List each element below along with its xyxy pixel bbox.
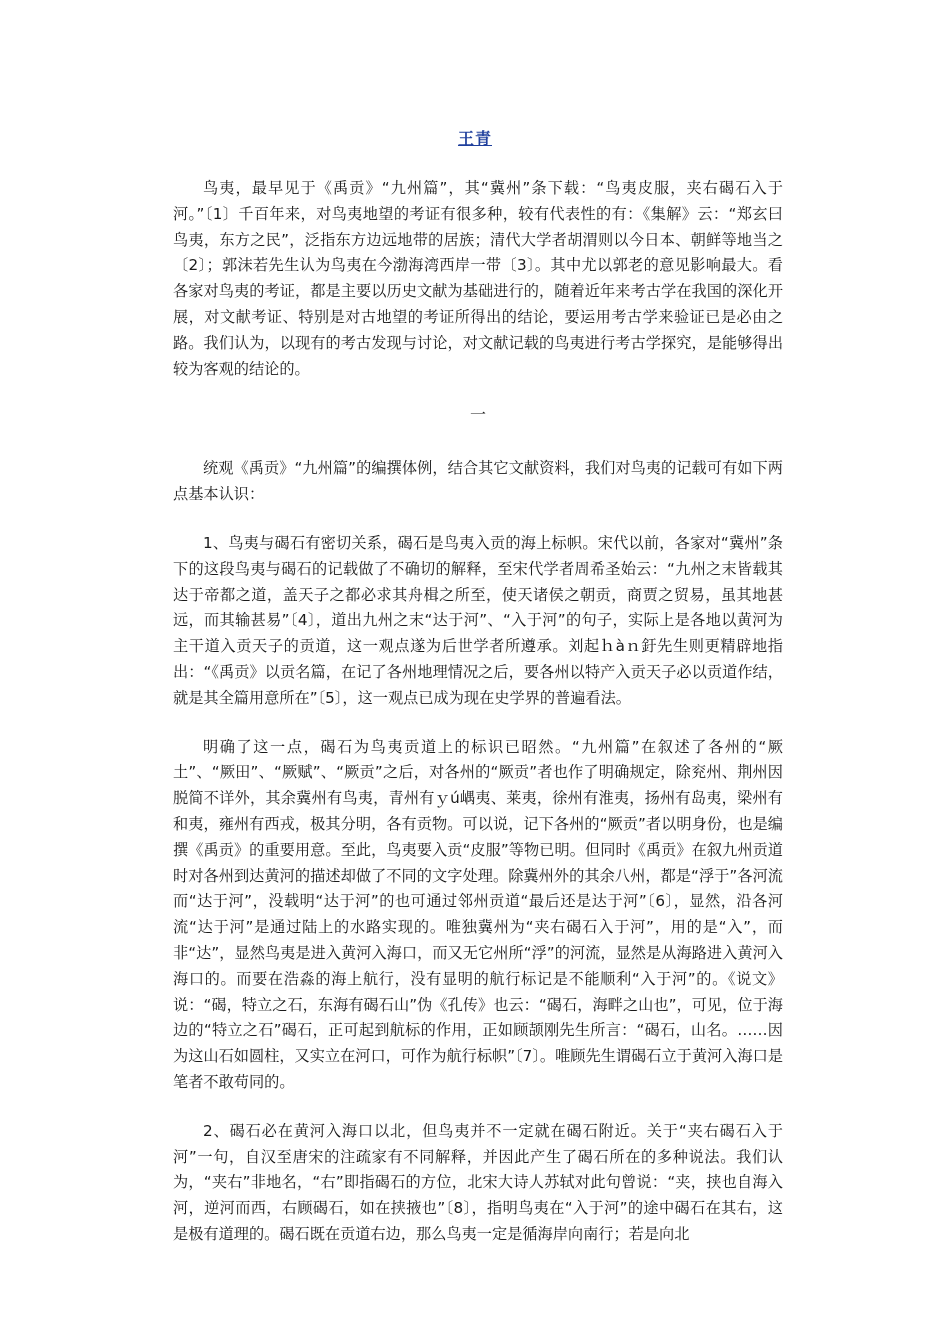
section-heading-one: 一 [469, 405, 486, 425]
paragraph-point-one: 1、鸟夷与碣石有密切关系，碣石是鸟夷入贡的海上标帜。宋代以前，各家对“冀州”条下的这段鸟夷与碣石的记载做了不确切的解释，至宋代学者周希圣始云：“九州之末皆载其达于帝都之道，盖天子之都必求其舟楫之所至，使天诸侯之朝贡，商贾之贸易，虽其地甚远，而其输甚易”〔4〕，道出九州之末“达于河”、“入于河”的句子，实际上是各地以黄河为主干道入贡天子的贡道，这一观点遂为后世学者所遵承。刘起ｈàｎ釪先生则更精辟地指出：“《禹贡》以贡名篇，在记了各州地理情况之后，要各州以特产入贡天子必以贡道作结，就是其全篇用意所在”〔5〕，这一观点已成为现在史学界的普遍看法。 [173, 533, 783, 707]
paragraph-overview: 统观《禹贡》“九州篇”的编撰体例，结合其它文献资料，我们对鸟夷的记载可有如下两点基本认识： [173, 459, 783, 504]
paragraph-tribute-route: 明确了这一点，碣石为鸟夷贡道上的标识已昭然。“九州篇”在叙述了各州的“厥土”、“厥田”、“厥赋”、“厥贡”之后，对各州的“厥贡”者也作了明确规定，除兖州、荆州因脱简不详外，其余冀州有鸟夷，青州有ｙú嵎夷、莱夷，徐州有淮夷，扬州有岛夷，梁州有和夷，雍州有西戎，极其分明，各有贡物。可以说，记下各州的“厥贡”者以明身份，也是编撰《禹贡》的重要用意。至此，鸟夷要入贡“皮服”等物已明。但同时《禹贡》在叙九州贡道时对各州到达黄河的描述却做了不同的文字处理。除冀州外的其余八州，都是“浮于”各河流而“达于河”，没载明“达于河”的也可通过邻州贡道“最后还是达于河”〔6〕，显然，沿各河流“达于河”是通过陆上的水路实现的。唯独冀州为“夹右碣石入于河”，用的是“入”，而非“达”，显然鸟夷是进入黄河入海口，而又无它州所“浮”的河流，显然是从海路进入黄河入海口的。而要在浩淼的海上航行，没有显明的航行标记是不能顺利“入于河”的。《说文》说：“碣，特立之石，东海有碣石山”伪《孔传》也云：“碣石，海畔之山也”，可见，位于海边的“特立之石”碣石，正可起到航标的作用，正如顾颉刚先生所言：“碣石，山名。……因为这山石如圆柱，又实立在河口，可作为航行标帜”〔7〕。唯顾先生谓碣石立于黄河入海口是笔者不敢苟同的。 [173, 737, 783, 1091]
paragraph-point-two: 2、碣石必在黄河入海口以北，但鸟夷并不一定就在碣石附近。关于“夹右碣石入于河”一句，自汉至唐宋的注疏家有不同解释，并因此产生了碣石所在的多种说法。我们认为，“夹右”非地名，“右”即指碣石的方位，北宋大诗人苏轼对此句曾说：“夹，挟也自海入河，逆河而西，右顾碣石，如在挟掖也”〔8〕，指明鸟夷在“入于河”的途中碣石在其右，这是极有道理的。碣石既在贡道右边，那么鸟夷一定是循海岸向南行；若是向北 [173, 1121, 783, 1243]
article-body [173, 176, 783, 1271]
author-name[interactable]: 王青 [457, 129, 492, 148]
paragraph-intro: 鸟夷，最早见于《禹贡》“九州篇”，其“冀州”条下载：“鸟夷皮服，夹右碣石入于河。”〔1〕千百年来，对鸟夷地望的考证有很多种，较有代表性的有：《集解》云：“郑玄曰鸟夷，东方之民”，泛指东方边远地带的居族；清代大学者胡渭则以今日本、朝鲜等地当之〔2〕；郭沫若先生认为鸟夷在今渤海湾西岸一带〔3〕。其中尤以郭老的意见影响最大。看各家对鸟夷的考证，都是主要以历史文献为基础进行的，随着近年来考古学在我国的深化开展，对文献考证、特别是对古地望的考证所得出的结论，要运用考古学来验证已是必由之路。我们认为，以现有的考古发现与讨论，对文献记载的鸟夷进行考古学探究，是能够得出较为客观的结论的。 [173, 179, 783, 378]
